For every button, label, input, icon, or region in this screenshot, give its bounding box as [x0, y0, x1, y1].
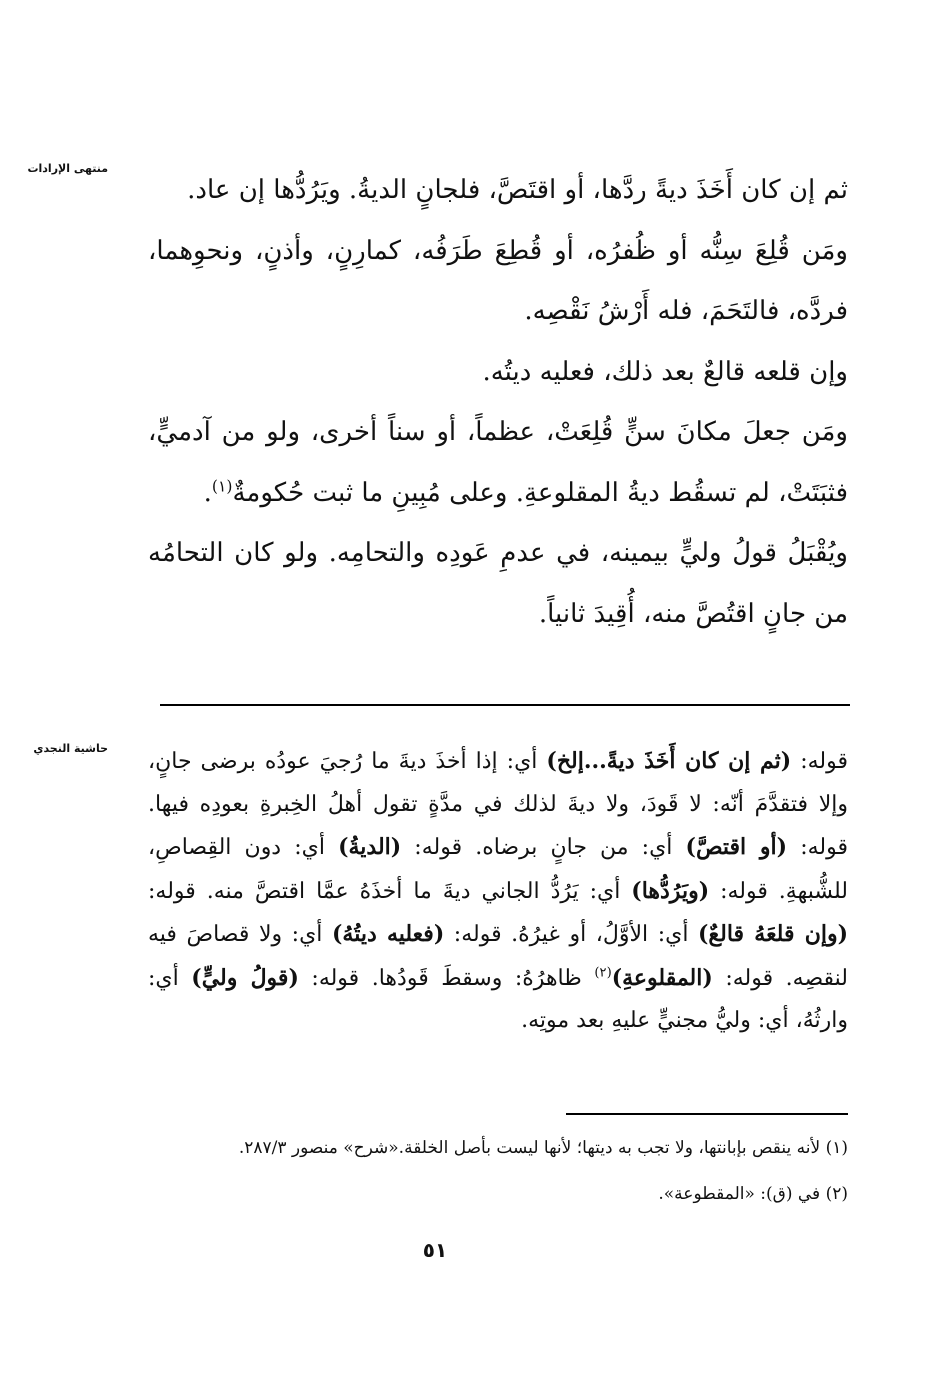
footnote-ref-2: (٢) — [594, 965, 612, 981]
commentary-paragraph — [148, 740, 848, 1043]
main-paragraph-5: ويُقْبَلُ قولُ وليٍّ بيمينه، في عدمِ عَودِه والتحامِه. ولو كان التحامُه من جانٍ اقتُصَّ منه، أُقِيدَ ثانياً. — [148, 538, 848, 629]
commentary-quote-8: (قولُ وليٍّ) — [191, 964, 299, 991]
main-divider — [160, 704, 850, 706]
footnote-1: (١) لأنه ينقص بإبانتها، ولا تجب به ديتها؛ لأنها ليست بأصل الخلقة.«شرح» منصور ٢٨٧/٣. — [238, 1138, 848, 1158]
commentary-quote-4: (ويَرُدُّها) — [631, 877, 710, 904]
footnote-2: (٢) في (ق): «المقطوعة». — [658, 1184, 848, 1204]
footnotes — [148, 1125, 848, 1217]
main-text — [148, 160, 848, 644]
commentary-quote-7: (المقلوعةِ) — [611, 964, 713, 991]
commentary-quote-5: (وإن قلعَهُ قالعٌ) — [698, 921, 849, 947]
footnote-divider — [566, 1113, 848, 1115]
commentary-lead: قوله: — [791, 749, 848, 774]
commentary-quote-1: (ثم إن كان أَخَذَ ديةً...إلخ) — [546, 748, 792, 774]
commentary-gloss-6: أي: ولا قصاصَ فيه لنقصِه. قوله: — [148, 922, 848, 991]
main-paragraph-4 — [148, 402, 848, 523]
commentary-text — [148, 740, 848, 1043]
commentary-gloss-2: أي: من جانٍ برضاه. قوله: — [401, 835, 686, 860]
commentary-gloss-5: أي: الأوَّلُ، أو غيرُهُ. قوله: — [444, 922, 699, 947]
main-paragraph-1: ثم إن كان أَخَذَ ديةً ردَّها، أو اقتَصَّ، فلجانٍ الديةُ. ويَرُدُّها إن عاد. — [187, 175, 848, 205]
commentary-gloss-7: ظاهرُهُ: وسقطَ قَودُها. قوله: — [298, 965, 595, 991]
page-number: ٥١ — [422, 1238, 448, 1262]
commentary-gloss-1: أي: إذا أخذَ ديةَ ما رُجيَ عودُه برضى جانٍ، وإلا فتقدَّمَ أنّه: لا قَودَ، ولا ديةَ لذلك في مدَّةٍ تقول أهلُ الخِبرةِ بعودِه فيها. قوله: — [148, 749, 848, 860]
side-label-main-text: منتهى الإرادات — [27, 162, 108, 175]
main-paragraph-2: ومَن قُلِعَ سِنُّه أو ظُفرُه، أو قُطِعَ طَرَفُه، كمارِنٍ، وأذنٍ، ونحوِهما، فردَّه، فالتَحَمَ، فله أَرْشُ نَقْصِه. — [148, 235, 848, 326]
side-label-hashiya: حاشية النجدي — [33, 742, 108, 755]
main-paragraph-4-end: . — [203, 477, 212, 508]
commentary-quote-2: (أو اقتصَّ) — [685, 834, 788, 860]
footnote-ref-1: (١) — [211, 476, 233, 495]
commentary-quote-3: (الديةُ) — [338, 834, 402, 860]
main-paragraph-3: وإن قلعه قالعٌ بعد ذلك، فعليه ديتُه. — [482, 356, 848, 387]
commentary-gloss-8: أي: وارثُهُ، أي: وليُّ مجنيٍّ عليهِ بعد موتِه. — [148, 965, 848, 1033]
main-paragraph-4-text: ومَن جعلَ مكانَ سنٍّ قُلِعَتْ، عظماً، أو سناً أخرى، ولو من آدميٍّ، فثبَتَتْ، لم تسقُط ديةُ المقلوعةِ. وعلى مُبِينِ ما ثبت حُكومةٌ — [148, 417, 848, 508]
commentary-gloss-4: أي: يَرُدُّ الجاني ديةَ ما أخذَهُ عمَّا اقتصَّ منه. قوله: — [148, 878, 632, 904]
commentary-gloss-3: أي: دون القِصاصِ، للشُّبهةِ. قوله: — [148, 835, 848, 904]
commentary-quote-6: (فعليه ديتُهُ) — [331, 921, 445, 947]
